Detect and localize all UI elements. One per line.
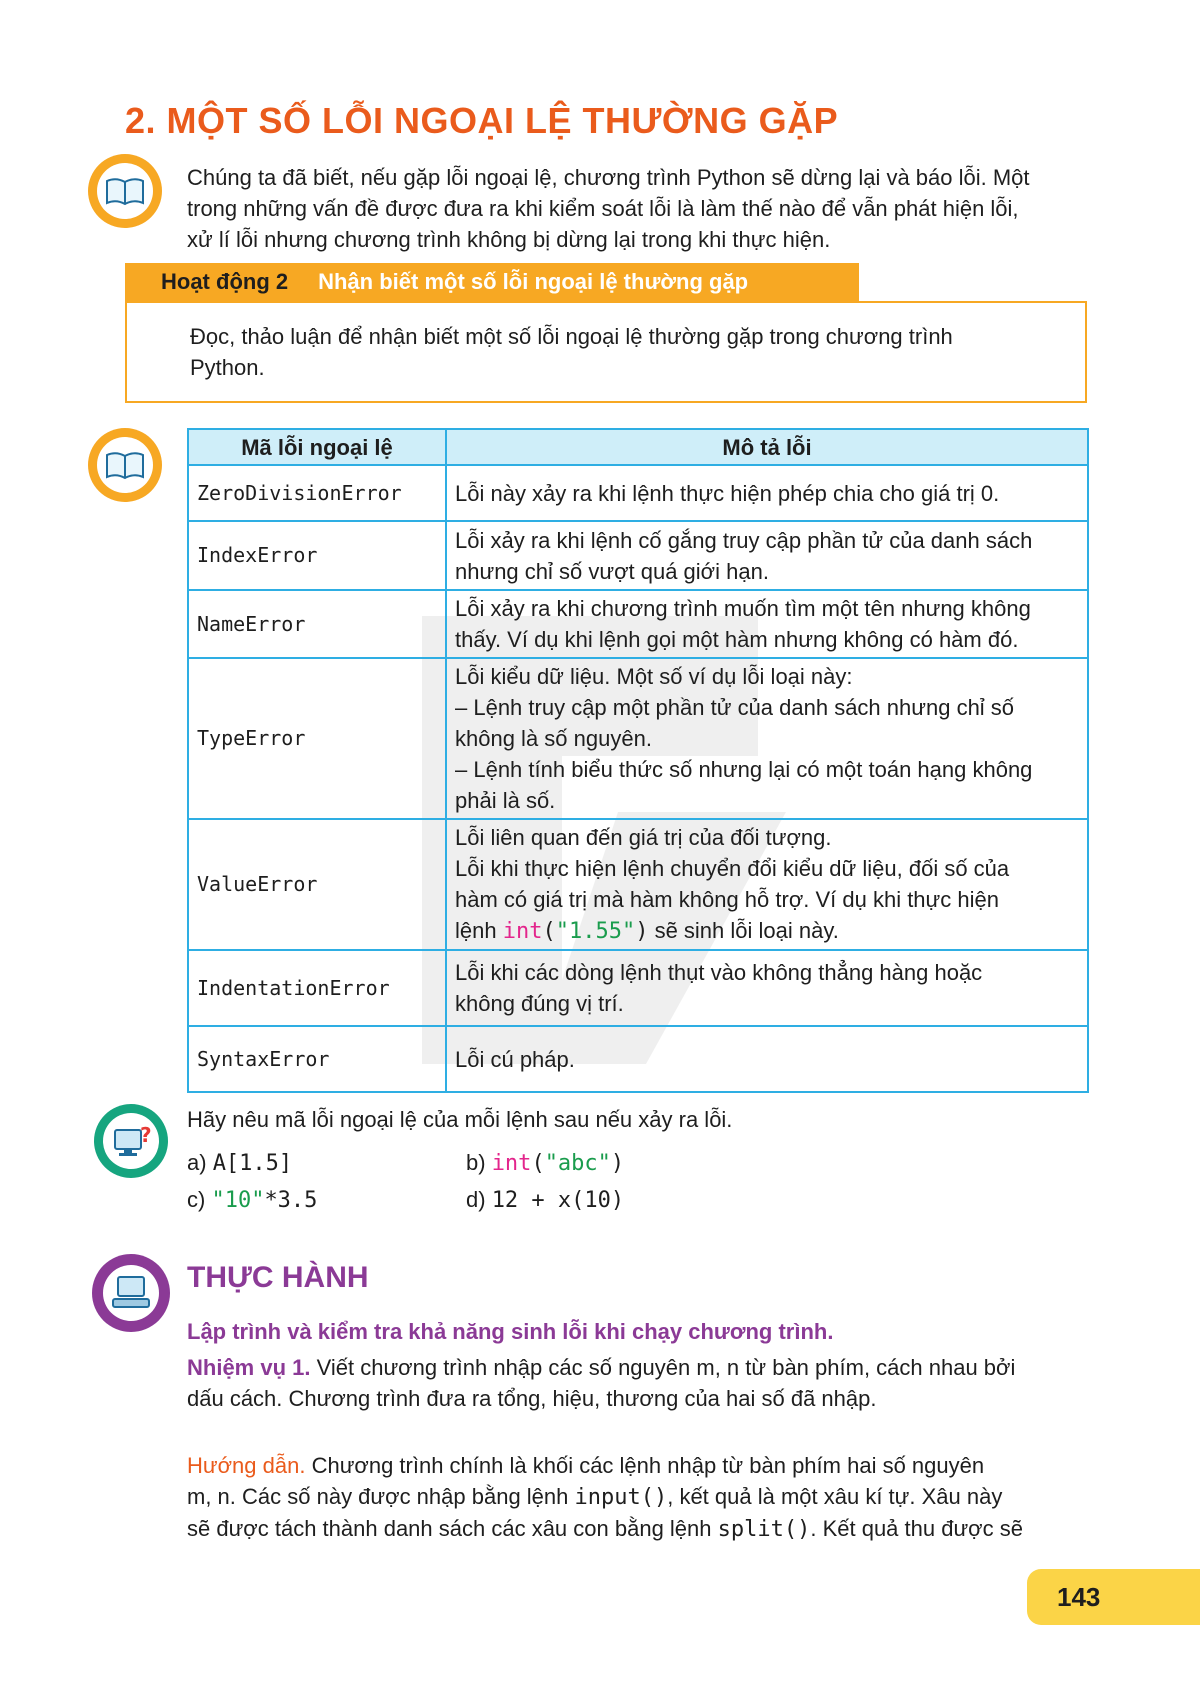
desc-line: – Lệnh truy cập một phần tử của danh sách nhưng chỉ số: [455, 695, 1015, 720]
error-code: IndexError: [188, 521, 446, 590]
activity-label: Hoạt động 2: [161, 269, 289, 294]
question-computer-icon: [94, 1104, 168, 1178]
desc-line: phải là số.: [455, 788, 556, 813]
desc-line: – Lệnh tính biểu thức số nhưng lại có một toán hạng không: [455, 757, 1033, 782]
error-desc: [446, 465, 1088, 521]
code-paren: (: [542, 919, 556, 944]
error-code: NameError: [188, 590, 446, 658]
desc-line: Lỗi xảy ra khi lệnh cố gắng truy cập phần tử của danh sách: [455, 527, 1033, 553]
intro-line: Chúng ta đã biết, nếu gặp lỗi ngoại lệ, chương trình Python sẽ dừng lại và báo lỗi. Một: [187, 165, 1030, 190]
desc-line: Lỗi khi thực hiện lệnh chuyển đổi kiểu dữ liệu, đối số của: [455, 856, 1010, 881]
activity-line: Python.: [190, 355, 265, 380]
option-label: c): [187, 1187, 212, 1212]
code-text: 12 + x(10): [491, 1188, 625, 1213]
header-desc: Mô tả lỗi: [446, 429, 1088, 465]
guide-label: Hướng dẫn.: [187, 1453, 306, 1478]
table-row: [188, 819, 1088, 950]
activity-box: [125, 301, 1087, 403]
error-desc: [446, 1026, 1088, 1092]
code-text: split(): [717, 1517, 811, 1542]
error-code: TypeError: [188, 658, 446, 819]
activity-line: Đọc, thảo luận để nhận biết một số lỗi ngoại lệ thường gặp trong chương trình: [190, 324, 953, 349]
code-string: "abc": [544, 1151, 611, 1176]
table-row: [188, 590, 1088, 658]
error-desc: [446, 819, 1088, 950]
guide-text: m, n. Các số này được nhập bằng lệnh: [187, 1484, 575, 1509]
task-text: dấu cách. Chương trình đưa ra tổng, hiệu, thương của hai số đã nhập.: [187, 1386, 877, 1411]
activity-title: Nhận biết một số lỗi ngoại lệ thường gặp: [318, 269, 749, 294]
code-paren: (: [531, 1151, 545, 1176]
activity-header: [125, 263, 859, 301]
book-icon: [88, 428, 162, 502]
question-c: [187, 1187, 317, 1213]
error-desc: [446, 590, 1088, 658]
desc-text: sẽ sinh lỗi loại này.: [648, 918, 839, 943]
book-icon: [88, 154, 162, 228]
table-header-row: [188, 429, 1088, 465]
desc-line: nhưng chỉ số vượt quá giới hạn.: [455, 558, 769, 584]
desc-text: lệnh: [455, 918, 503, 943]
question-d: [466, 1187, 624, 1213]
desc-line: thấy. Ví dụ khi lệnh gọi một hàm nhưng không có hàm đó.: [455, 627, 1019, 652]
question-a: [187, 1150, 292, 1176]
desc-line: Lỗi xảy ra khi chương trình muốn tìm một tên nhưng không: [455, 596, 1031, 621]
guide-text: , kết quả là một xâu kí tự. Xâu này: [667, 1484, 1003, 1509]
question-b: [466, 1150, 624, 1176]
table-row: [188, 521, 1088, 590]
option-label: a): [187, 1150, 213, 1175]
error-desc: [446, 521, 1088, 590]
desc-line: Lỗi cú pháp.: [455, 1046, 575, 1072]
error-code: ZeroDivisionError: [188, 465, 446, 521]
desc-line: không là số nguyên.: [455, 726, 652, 751]
header-code: Mã lỗi ngoại lệ: [188, 429, 446, 465]
guide-text: Chương trình chính là khối các lệnh nhập từ bàn phím hai số nguyên: [305, 1453, 985, 1478]
desc-line: [455, 915, 1079, 947]
guide-text: . Kết quả thu được sẽ: [810, 1516, 1023, 1541]
error-code: IndentationError: [188, 950, 446, 1026]
desc-line: Lỗi khi các dòng lệnh thụt vào không thẳng hàng hoặc: [455, 960, 983, 985]
page-number: 143: [1027, 1569, 1200, 1625]
desc-line: Lỗi này xảy ra khi lệnh thực hiện phép chia cho giá trị 0.: [455, 480, 1000, 506]
desc-line: hàm có giá trị mà hàm không hỗ trợ. Ví dụ khi thực hiện: [455, 887, 999, 912]
option-label: d): [466, 1187, 492, 1212]
guide-paragraph: [187, 1450, 1087, 1545]
code-string: "10": [211, 1188, 265, 1213]
desc-line: Lỗi liên quan đến giá trị của đối tượng.: [455, 825, 832, 850]
desc-line: không đúng vị trí.: [455, 991, 624, 1016]
guide-text: sẽ được tách thành danh sách các xâu con bằng lệnh: [187, 1516, 718, 1541]
question-prompt: Hãy nêu mã lỗi ngoại lệ của mỗi lệnh sau nếu xảy ra lỗi.: [187, 1107, 733, 1132]
table-row: [188, 465, 1088, 521]
error-desc: [446, 950, 1088, 1026]
exception-table: [187, 428, 1089, 1093]
svg-text:?: ?: [140, 1123, 152, 1147]
error-desc: [446, 658, 1088, 819]
code-paren: ): [610, 1151, 625, 1176]
table-row: [188, 1026, 1088, 1092]
code-text: input(): [574, 1485, 668, 1510]
table-row: [188, 658, 1088, 819]
desc-line: Lỗi kiểu dữ liệu. Một số ví dụ lỗi loại này:: [455, 664, 853, 689]
error-code: SyntaxError: [188, 1026, 446, 1092]
practice-computer-icon: [92, 1254, 170, 1332]
intro-line: xử lí lỗi nhưng chương trình không bị dừng lại trong khi thực hiện.: [187, 227, 831, 252]
intro-line: trong những vấn đề được đưa ra khi kiểm soát lỗi là làm thế nào để vẫn phát hiện lỗi,: [187, 196, 1019, 221]
code-text: A[1.5]: [212, 1151, 293, 1176]
code-text: *3.5: [264, 1188, 318, 1213]
code-paren: ): [635, 919, 649, 944]
task-paragraph: [187, 1352, 1087, 1414]
option-label: b): [466, 1150, 492, 1175]
section-title: 2. MỘT SỐ LỖI NGOẠI LỆ THƯỜNG GẶP: [125, 100, 839, 141]
intro-paragraph: [187, 162, 1087, 255]
code-keyword: int: [502, 919, 543, 944]
task-label: Nhiệm vụ 1.: [187, 1355, 311, 1380]
practice-subtitle: Lập trình và kiểm tra khả năng sinh lỗi khi chạy chương trình.: [187, 1319, 834, 1344]
code-string: "1.55": [555, 919, 636, 944]
error-code: ValueError: [188, 819, 446, 950]
code-keyword: int: [491, 1151, 532, 1176]
table-row: [188, 950, 1088, 1026]
practice-heading: THỰC HÀNH: [187, 1261, 369, 1294]
task-text: Viết chương trình nhập các số nguyên m, n từ bàn phím, cách nhau bởi: [310, 1355, 1016, 1380]
